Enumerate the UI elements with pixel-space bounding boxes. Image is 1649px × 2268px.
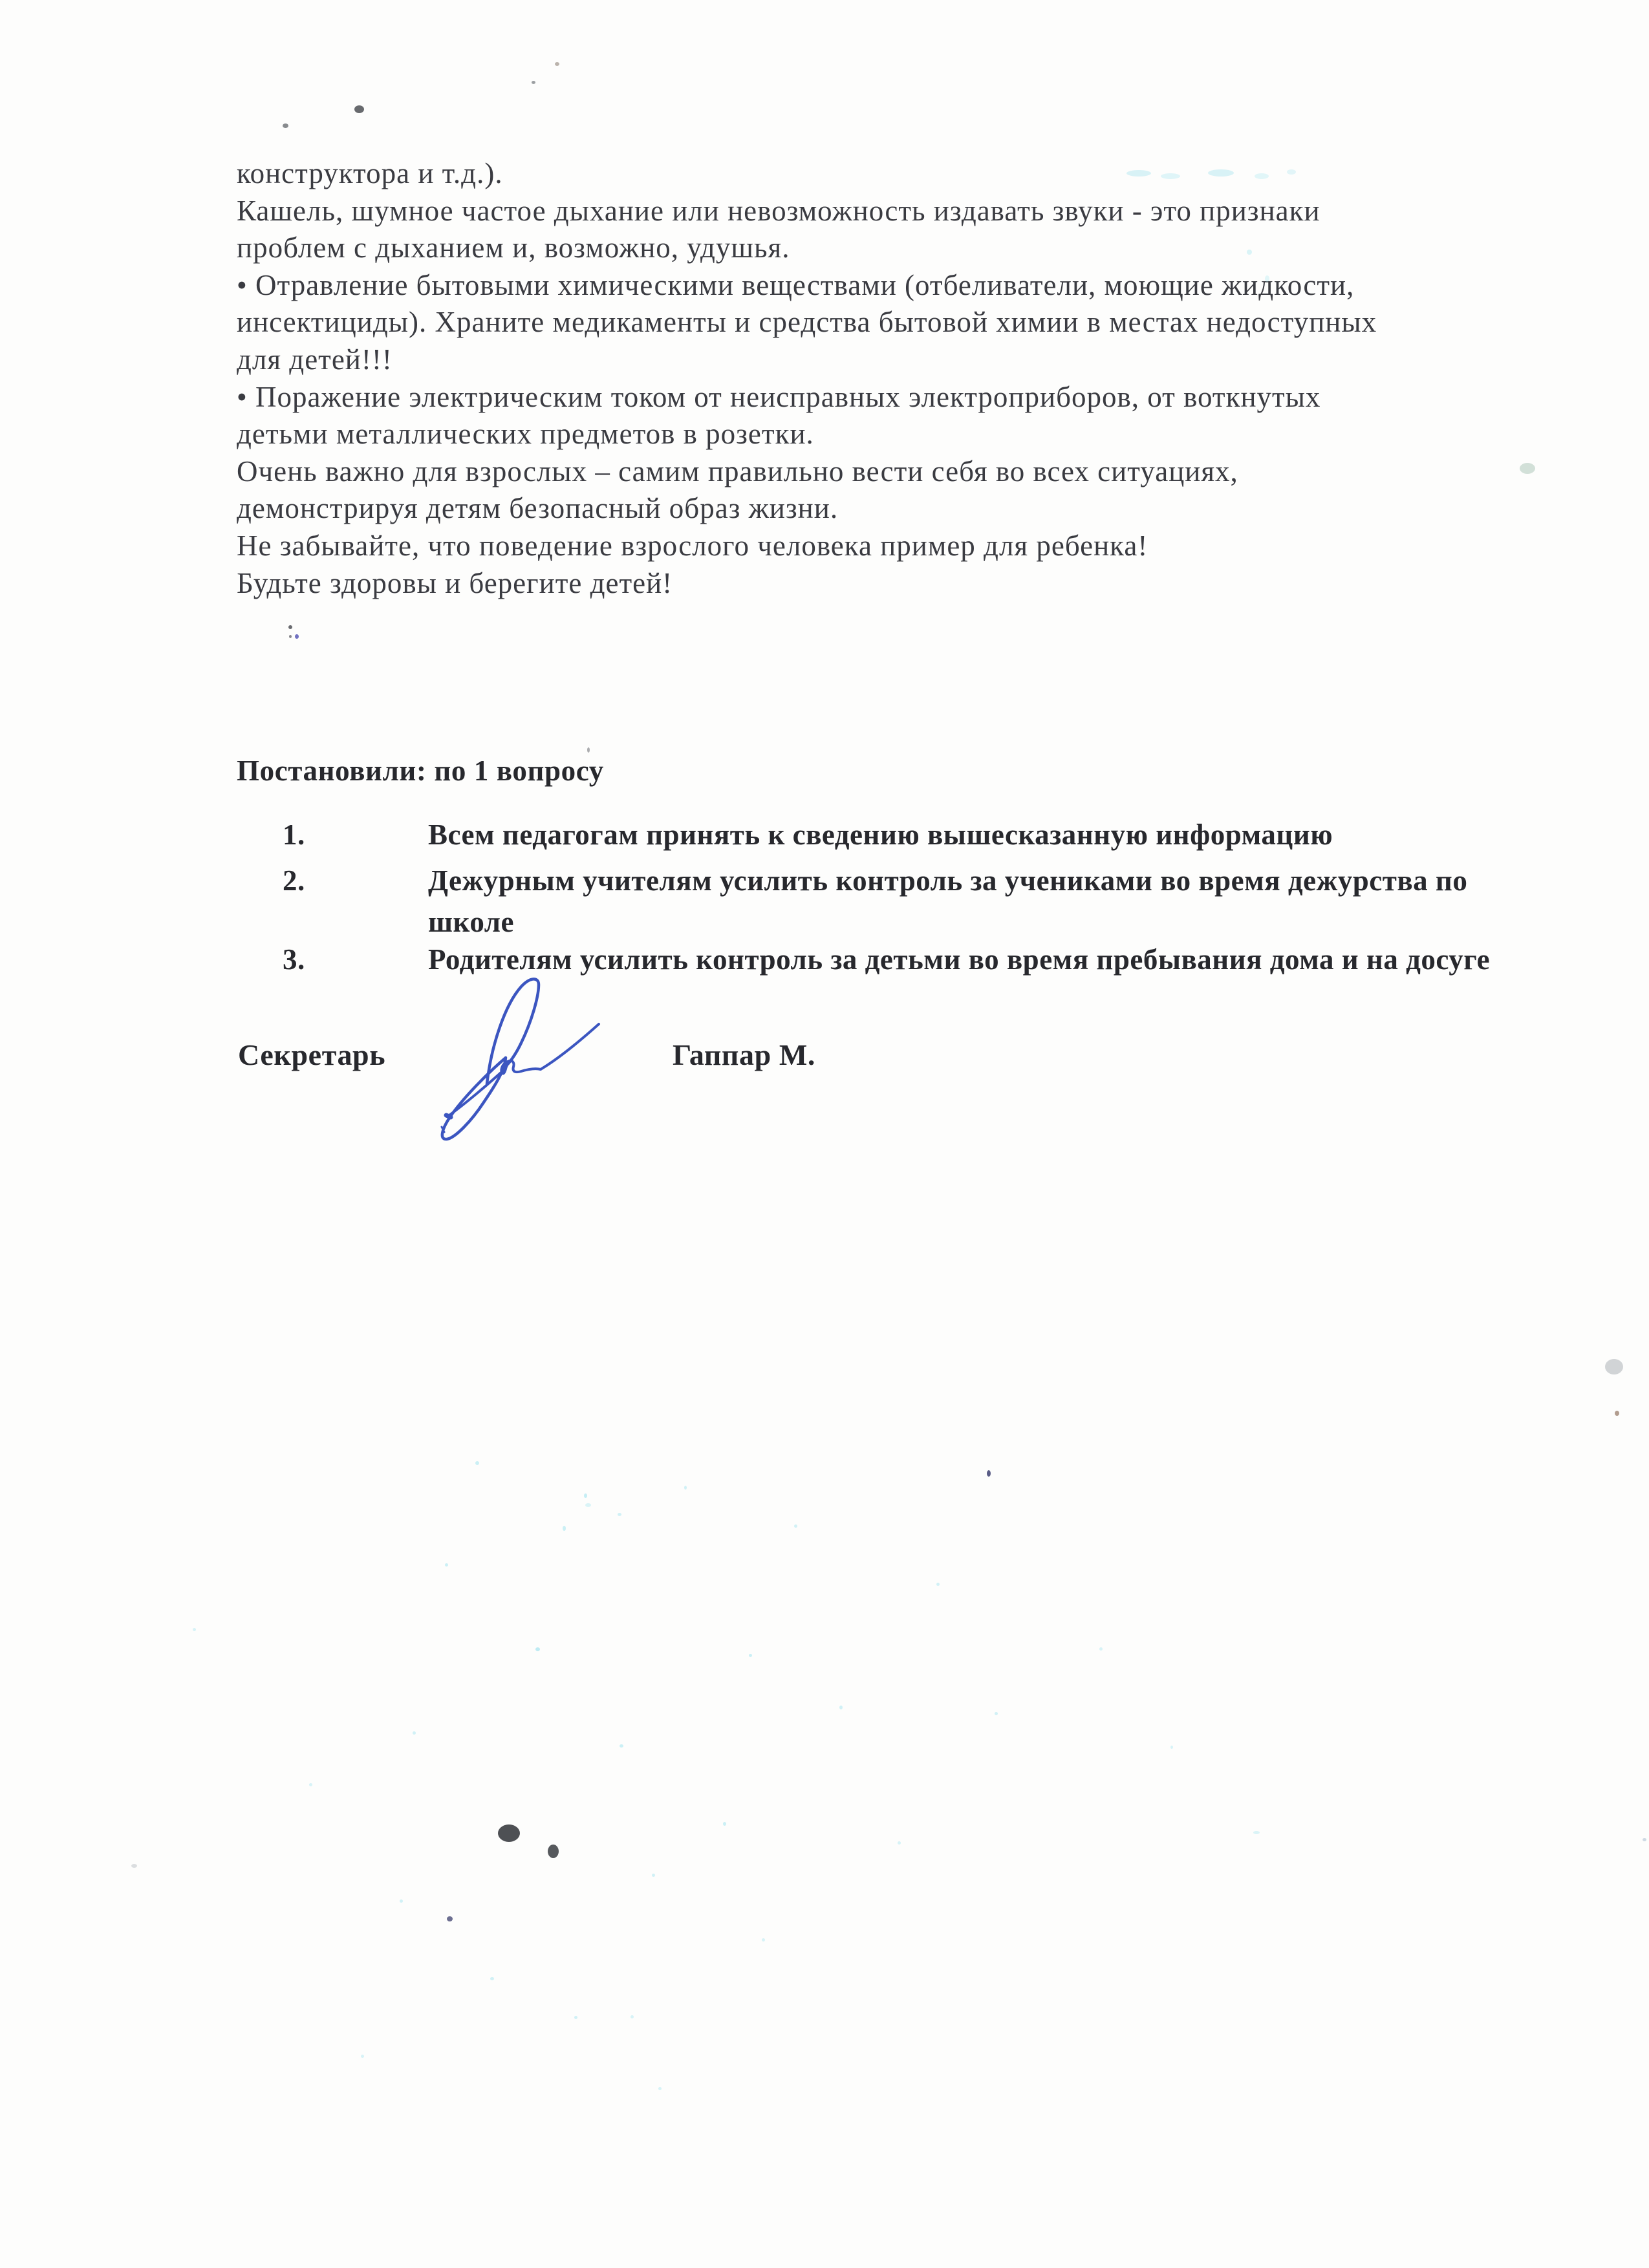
scan-speck [288, 625, 292, 629]
scan-speck [587, 747, 590, 753]
paragraph-line: Не забывайте, что поведение взрослого человека пример для ребенка! [237, 529, 1148, 562]
scan-speck [413, 1731, 416, 1735]
scan-speck [309, 1783, 312, 1786]
scan-speck [936, 1583, 940, 1586]
scan-speck [555, 62, 559, 66]
paragraph-line: Кашель, шумное частое дыхание или невозможность издавать звуки - это признаки [237, 194, 1320, 227]
scan-speck [475, 1461, 479, 1465]
scan-speck [283, 123, 288, 128]
scan-speck [794, 1524, 797, 1528]
scan-speck [1605, 1359, 1623, 1375]
scan-speck [131, 1864, 137, 1868]
scan-speck [354, 105, 364, 113]
paragraph-line: проблем с дыханием и, возможно, удушья. [237, 231, 790, 264]
scan-speck [1643, 1838, 1646, 1841]
body-paragraph [237, 155, 1536, 602]
paragraph-line: • Отравление бытовыми химическими веществами (отбеливатели, моющие жидкости, [237, 268, 1355, 301]
scan-speck [574, 2016, 577, 2019]
scan-speck [1253, 1831, 1260, 1834]
scan-speck [987, 1470, 991, 1477]
list-item-2-text: Дежурным учителям усилить контроль за учениками во время дежурства по [428, 864, 1468, 897]
scan-speck [652, 1874, 655, 1877]
scan-speck [630, 2015, 634, 2018]
scan-speck [1099, 1647, 1103, 1651]
scan-speck [1170, 1746, 1173, 1749]
scan-speck [361, 2055, 364, 2058]
scan-speck [618, 1513, 621, 1516]
scan-speck [532, 81, 535, 84]
scan-speck [193, 1628, 196, 1631]
paragraph-line: Будьте здоровы и берегите детей! [237, 566, 673, 599]
secretary-name: Гаппар М. [673, 1038, 816, 1071]
paragraph-line: демонстрируя детям безопасный образ жизни. [237, 492, 839, 525]
list-item-1-text: Всем педагогам принять к сведению вышесказанную информацию [428, 818, 1333, 851]
list-item-2-text-wrap: школе [428, 906, 514, 938]
scan-speck [400, 1899, 403, 1903]
scan-speck [563, 1526, 566, 1531]
scan-speck [445, 1563, 448, 1567]
secretary-label: Секретарь [238, 1038, 386, 1071]
scan-speck [684, 1486, 687, 1490]
scan-speck [535, 1647, 540, 1651]
scan-speck [749, 1654, 752, 1657]
paragraph-line: конструктора и т.д.). [237, 157, 503, 189]
paragraph-line: для детей!!! [237, 343, 393, 376]
scan-speck [498, 1824, 520, 1842]
list-item-1-number: 1. [283, 818, 305, 851]
scan-speck [585, 1503, 591, 1507]
scan-speck [548, 1845, 559, 1858]
scan-speck [490, 1977, 494, 1980]
scan-speck [898, 1841, 901, 1845]
resolution-heading: Постановили: по 1 вопросу [237, 754, 604, 787]
scan-speck [295, 634, 299, 639]
paragraph-line: • Поражение электрическим током от неисправных электроприборов, от воткнутых [237, 380, 1321, 413]
scan-speck [447, 1916, 453, 1921]
list-item-3-number: 3. [283, 943, 305, 976]
list-item-2-number: 2. [283, 864, 305, 897]
scan-speck [620, 1744, 623, 1748]
scan-speck [1615, 1411, 1619, 1416]
scan-speck [658, 2087, 662, 2090]
scan-speck [584, 1493, 587, 1498]
scan-speck [995, 1712, 998, 1715]
scan-speck [762, 1938, 765, 1942]
scan-speck [839, 1706, 843, 1709]
scan-speck [723, 1822, 726, 1826]
paragraph-line: Очень важно для взрослых – самим правильно вести себя во всех ситуациях, [237, 455, 1238, 487]
paragraph-line: детьми металлических предметов в розетки. [237, 418, 814, 451]
list-item-3-text: Родителям усилить контроль за детьми во время пребывания дома и на досуге [428, 943, 1491, 976]
scan-speck [289, 635, 292, 638]
handwritten-signature [411, 948, 644, 1161]
paragraph-line: инсектициды). Храните медикаменты и средства бытовой химии в местах недоступных [237, 306, 1377, 339]
